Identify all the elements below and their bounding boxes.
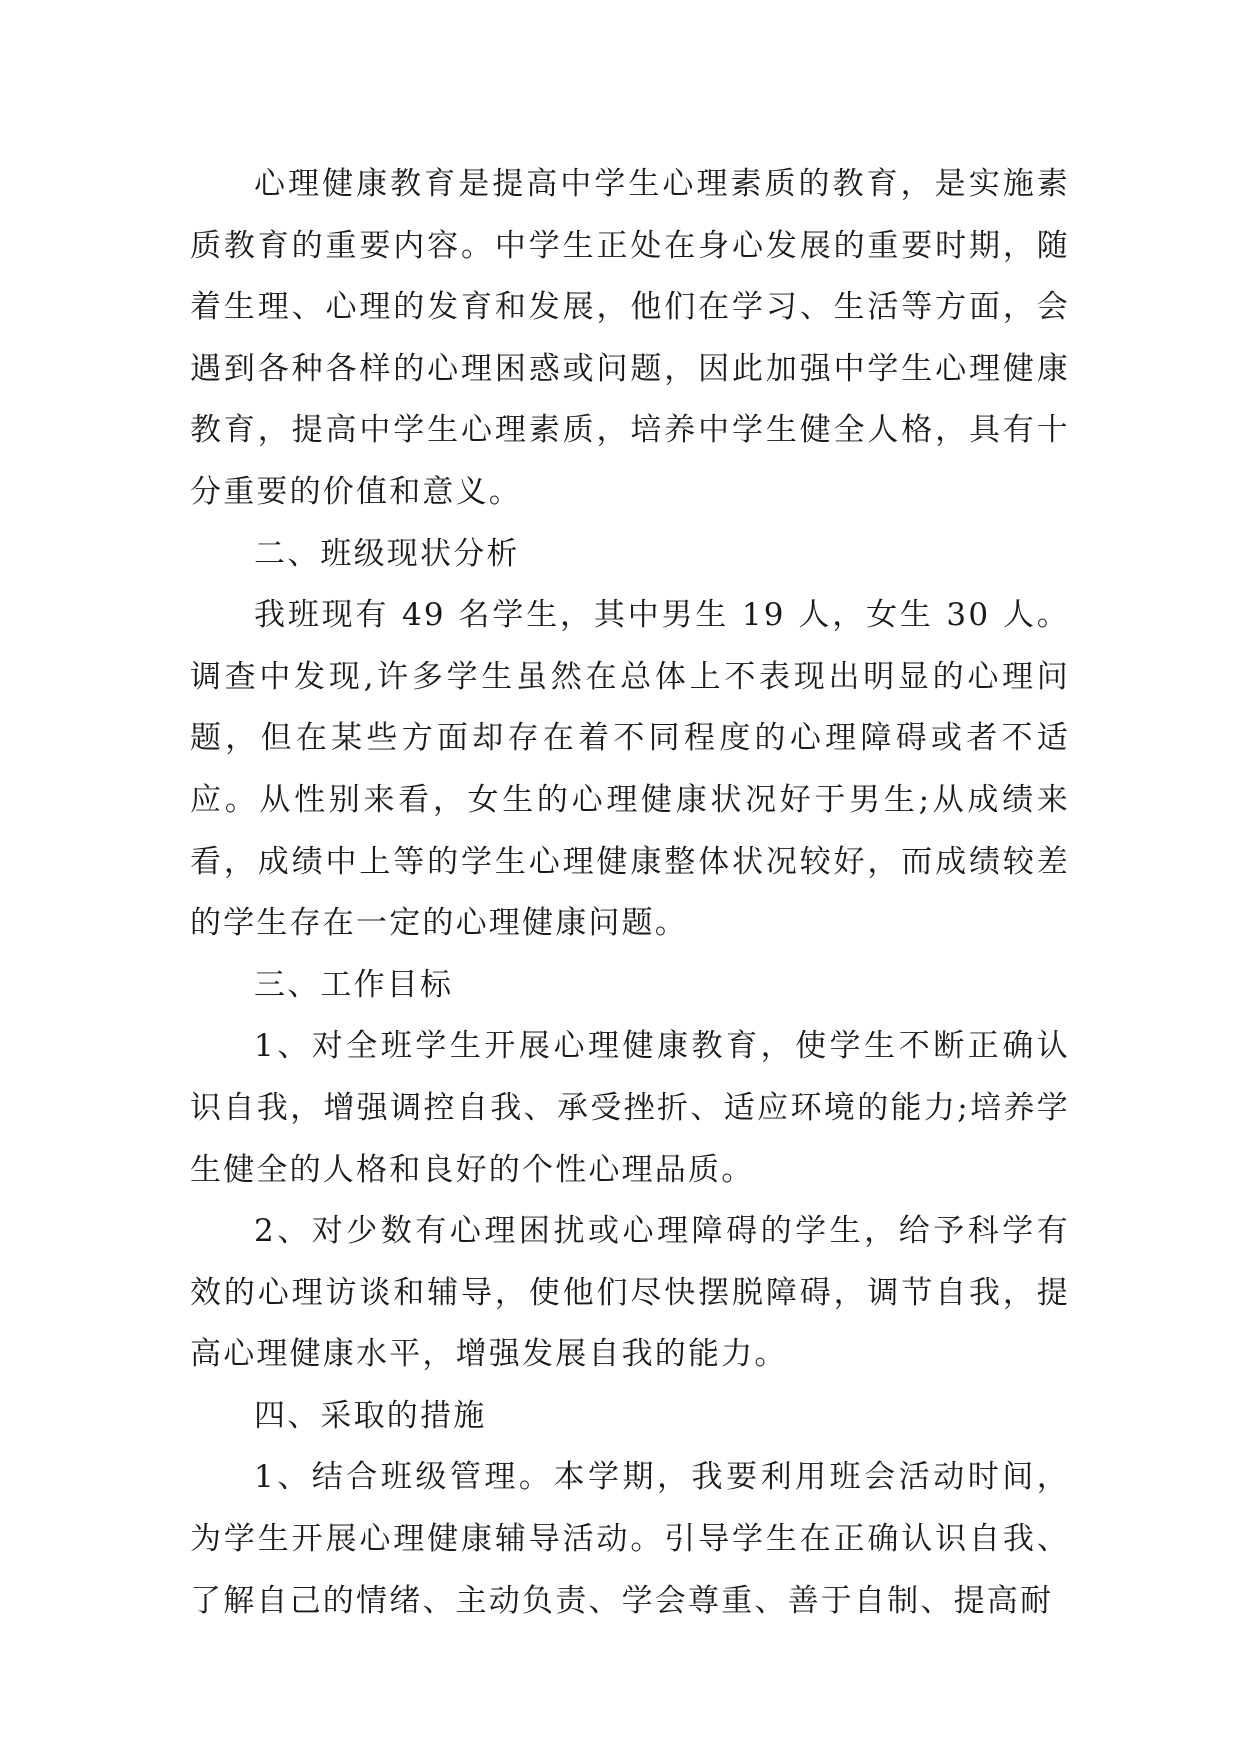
paragraph-measure-1: 1、结合班级管理。本学期，我要利用班会活动时间，为学生开展心理健康辅导活动。引导学生在正确认识自我、了解自己的情绪、主动负责、学会尊重、善于自制、提高耐 xyxy=(190,1459,1070,1619)
section-heading-measures: 四、采取的措施 xyxy=(254,1397,487,1434)
paragraph-goal-1: 1、对全班学生开展心理健康教育，使学生不断正确认识自我，增强调控自我、承受挫折、适应环境的能力;培养学生健全的人格和良好的个性心理品质。 xyxy=(190,1028,1070,1188)
paragraph-goal-2: 2、对少数有心理困扰或心理障碍的学生，给予科学有效的心理访谈和辅导，使他们尽快摆脱障碍，调节自我，提高心理健康水平，增强发展自我的能力。 xyxy=(190,1213,1070,1373)
document-body xyxy=(190,154,1070,1632)
paragraph-class-status: 我班现有 49 名学生，其中男生 19 人，女生 30 人。调查中发现,许多学生虽然在总体上不表现出明显的心理问题，但在某些方面却存在着不同程度的心理障碍或者不适应。从性别来看，女生的心理健康状况好于男生;从成绩来看，成绩中上等的学生心理健康整体状况较好，而成绩较差的学生存在一定的心理健康问题。 xyxy=(190,597,1070,942)
paragraph-intro: 心理健康教育是提高中学生心理素质的教育，是实施素质教育的重要内容。中学生正处在身心发展的重要时期，随着生理、心理的发育和发展，他们在学习、生活等方面，会遇到各种各样的心理困惑或问题，因此加强中学生心理健康教育，提高中学生心理素质，培养中学生健全人格，具有十分重要的价值和意义。 xyxy=(190,166,1070,510)
section-heading-work-goals: 三、工作目标 xyxy=(254,966,454,1003)
section-heading-class-status: 二、班级现状分析 xyxy=(254,535,520,572)
